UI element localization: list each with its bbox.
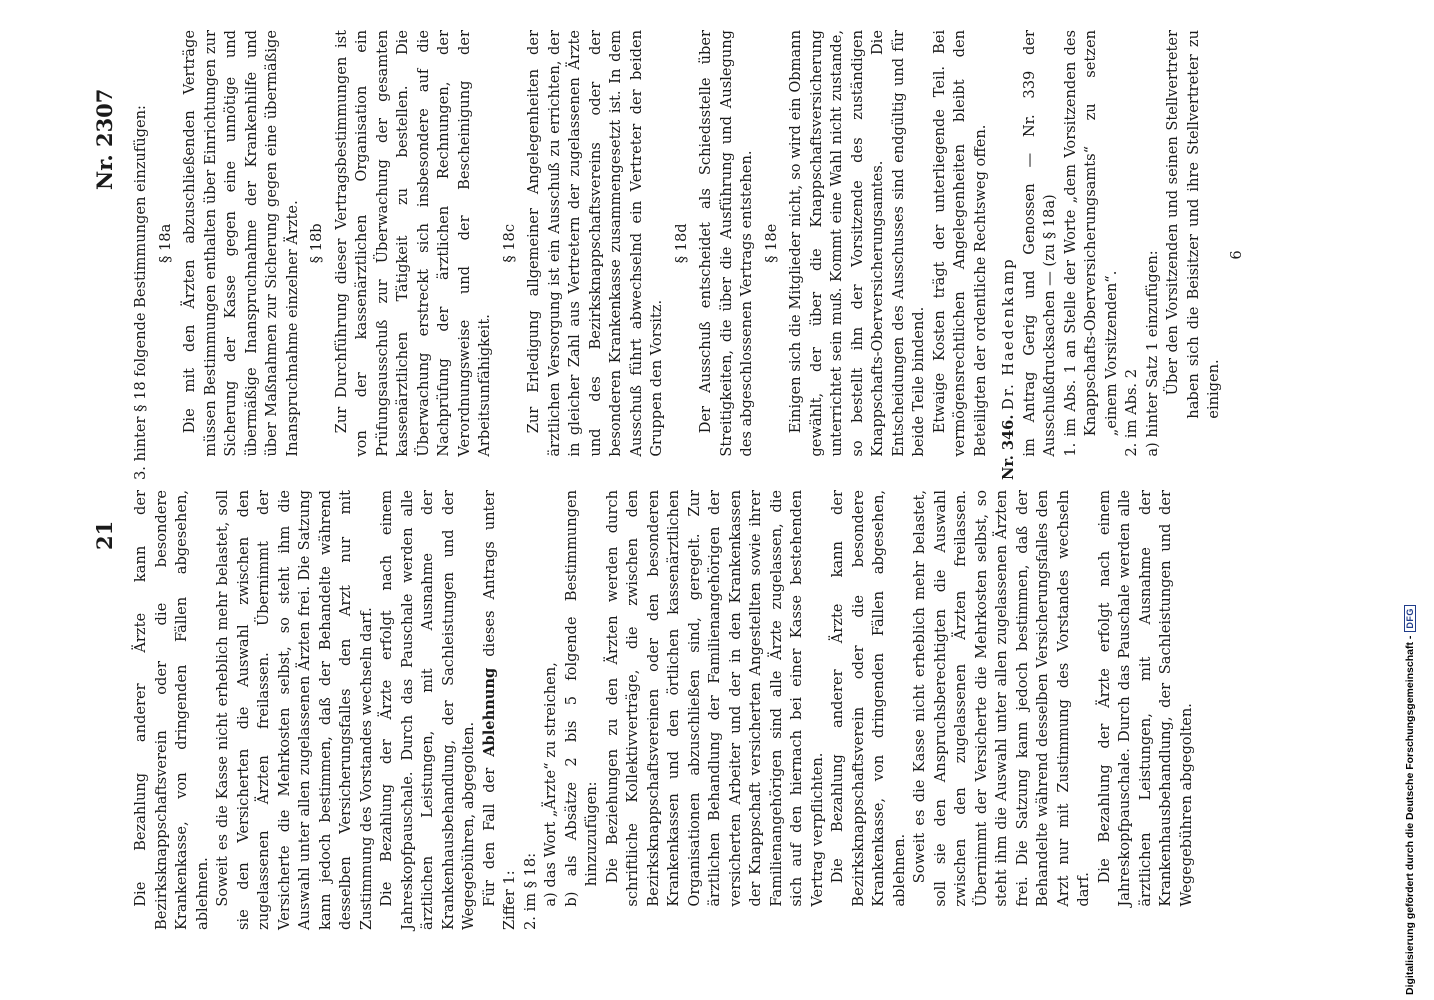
section-heading: § 18a — [156, 223, 174, 263]
section-heading: § 18c — [500, 223, 518, 263]
paragraph: Die Bezahlung der Ärzte erfolgt nach einem Jahreskopfpauschale. Durch das Pauschale werden alle ärztlichen Leistungen, mit Ausnahme der Krankenhausbehandlung, der Sachleistungen und der Wegegebühren, abgegolten. — [378, 490, 477, 930]
paragraph: Die Beziehungen zu den Ärzten werden durch schriftliche Kollektivverträge, die zwischen den Bezirksknappschaftsvereinen oder den besonderen Krankenkassen und den örtlichen kassenärztlichen Organisationen abzuschließen sind, geregelt. Zur ärztlichen Behandlung der Familienangehörigen der versicherten Arbeiter und der in den Krankenkassen der Knappschaft versicherten Angestellten sowie ihrer Familienangehörigen sind alle Ärzte zugelassen, die sich auf den hiernach bei einer Kasse bestehenden Vertrag verpflichten. — [603, 490, 826, 907]
section-heading: § 18e — [762, 223, 780, 263]
paragraph: Etwaige Kosten trägt der unterliegende Teil. Bei vermögensrechtlichen Angelegenheiten bleibt den Beteiligten der ordentliche Rechtsweg offen. — [930, 30, 989, 457]
paragraph: Einigen sich die Mitglieder nicht, so wird ein Obmann gewählt, der über die Knappschaftsversicherung unterrichtet sein muß. Kommt eine Wahl nicht zustande, so bestellt ihn der Vorsitzende des zuständigen Knappschafts-Oberversicherungsamtes. Die Entscheidungen des Ausschusses sind endgültig und für beide Teile bindend. — [787, 30, 927, 457]
paragraph: Der Ausschuß entscheidet als Schiedsstelle über Streitigkeiten, die über die Ausführung und Auslegung des abgeschlossenen Vertrags entstehen. — [697, 30, 755, 457]
page-number: 21 — [92, 520, 117, 550]
digitization-note — [1404, 5, 1416, 995]
motion-heading — [999, 30, 1020, 480]
list-item: a) das Wort „Ärzte“ zu streichen, — [542, 662, 559, 907]
paragraph: Soweit es die Kasse nicht erheblich mehr belastet, soll sie den Versicherten die Auswahl zwischen den zugelassenen Ärzten freilassen. Übernimmt der Versicherte die Mehrkosten selbst, so steht ihm die Auswahl unter allen zugelassenen Ärzten frei. Die Satzung kann jedoch bestimmen, daß der Behandelte während desselben Versicherungsfalles den Arzt nur mit Zustimmung des Vorstandes wechseln darf. — [214, 490, 375, 930]
paragraph: Die mit den Ärzten abzuschließenden Verträge müssen Bestimmungen enthalten über Einrichtungen zur Sicherung der Kasse gegen eine unnötige und übermäßige Inanspruchnahme der Krankenhilfe und über Maßnahmen zur Sicherung gegen eine übermäßige Inanspruchnahme einzelner Ärzte. — [181, 30, 301, 457]
paragraph: Soweit es die Kasse nicht erheblich mehr belastet, soll sie den Anspruchsberechtigten die Auswahl zwischen den zugelassenen Ärzten freilassen. Übernimmt der Versicherte die Mehrkosten selbst, so steht ihm die Auswahl unter allen zugelassenen Ärzten frei. Die Satzung kann jedoch bestimmen, daß der Behandelte während desselben Versicherungsfalles den Arzt nur mit Zustimmung des Vorstandes wechseln darf. — [911, 490, 1092, 907]
right-column — [131, 30, 1247, 480]
paragraph: Über den Vorsitzenden und seinen Stellvertreter haben sich die Beisitzer und ihre Stellvertreter zu einigen. — [1164, 30, 1222, 419]
paragraph: Die Bezahlung anderer Ärzte kann der Bezirksknappschaftsverein oder die besondere Krankenkasse, von dringenden Fällen abgesehen, ablehnen. — [132, 490, 211, 930]
digitization-text: Digitalisierung gefördert durch die Deutsche Forschungsgemeinschaft - — [1404, 635, 1416, 995]
list-item: 3. hinter § 18 folgende Bestimmungen einzufügen: — [132, 105, 149, 480]
motion-number: Nr. 346. — [1000, 414, 1017, 480]
list-item: 2. im § 18: — [521, 852, 539, 930]
paragraph: im Antrag Gerig und Genossen — Nr. 339 der Ausschußdrucksachen — (zu § 18a) — [1020, 30, 1058, 457]
motion-author: Dr. Haedenkamp — [1000, 257, 1017, 410]
text: dieses Antrags unter Ziffer 1: — [480, 490, 518, 930]
page-header — [92, 50, 123, 950]
inserted-sections — [156, 30, 992, 457]
bold-text: Ablehnung — [480, 667, 498, 757]
paragraph — [480, 490, 521, 930]
rotated-document — [92, 30, 1275, 950]
dfg-logo: DFG — [1404, 605, 1416, 632]
list-item: 1. im Abs. 1 an Stelle der Worte „dem Vorsitzenden des Knappschafts-Oberversicherungsamts“ zu setzen „einem Vorsitzenden“. — [1061, 30, 1120, 457]
section-heading: § 18d — [672, 223, 690, 264]
bottom-page-marker: 6 — [1227, 250, 1245, 260]
list-item: 2. im Abs. 2 — [1123, 368, 1140, 457]
section-heading: § 18b — [308, 223, 325, 264]
list-item: a) hinter Satz 1 einzufügen: — [1143, 250, 1161, 457]
paragraph: Die Bezahlung anderer Ärzte kann der Bezirksknappschaftsverein oder die besondere Krankenkasse, von dringenden Fällen abgesehen, ablehnen. — [829, 490, 908, 907]
list-item: b) als Absätze 2 bis 5 folgende Bestimmungen hinzuzufügen: — [562, 490, 600, 907]
document-number: Nr. 2307 — [92, 88, 117, 190]
text: Für den Fall der — [480, 767, 498, 907]
left-column — [131, 490, 1197, 930]
paragraph: Die Bezahlung der Ärzte erfolgt nach einem Jahreskopfpauschale. Durch das Pauschale werden alle ärztlichen Leistungen, mit Ausnahme der Krankenhausbehandlung, der Sachleistungen und der Wegegebühren abgegolten. — [1095, 490, 1195, 907]
inserted-provisions — [603, 490, 1198, 907]
paragraph: Zur Durchführung dieser Vertragsbestimmungen ist von der kassenärztlichen Organisation ein Prüfungsausschuß zur Überwachung der gesamten kassenärztlichen Tätigkeit zu bestellen. Die Überwachung erstreckt sich insbesondere auf die Nachprüfung der ärztlichen Rechnungen, der Verordnungsweise und der Bescheinigung der Arbeitsunfähigkeit. — [332, 30, 493, 457]
paragraph: Zur Erledigung allgemeiner Angelegenheiten der ärztlichen Versorgung ist ein Ausschuß zu errichten, der in gleicher Zahl aus Vertretern der zugelassenen Ärzte und des Bezirksknappschaftsvereins oder der besonderen Krankenkasse zusammengesetzt ist. In dem Ausschuß führt abwechselnd ein Vertreter der beiden Gruppen den Vorsitz. — [525, 30, 665, 457]
